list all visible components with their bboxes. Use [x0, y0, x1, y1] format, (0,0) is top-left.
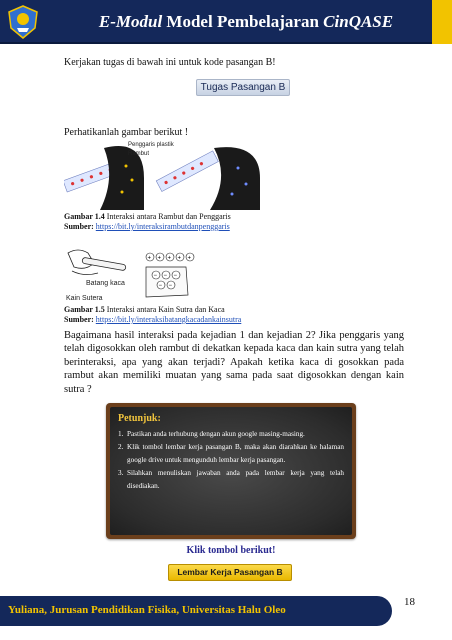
- question-paragraph: Bagaimana hasil interaksi pada kejadian 1 dan kejadian 2? Jika penggaris yang telah digosokkan oleh rambut di dekatkan kepada kaca dan kain sutra yang telah berinteraksi, apa yang akan terjadi? Apakah ketika kaca di gosokkan pada rambut akan memiliki muatan yang sama pada saat digosokkan dengan kain sutra ?: [64, 330, 404, 395]
- figure-silk-glass: [64, 247, 264, 303]
- instruction-number: 1.: [118, 430, 124, 438]
- label-rambut: Rambut: [128, 151, 150, 157]
- instruction-number: 3.: [118, 469, 124, 477]
- figure2-source-link[interactable]: https://bit.ly/interaksibatangkacadankainsutra: [95, 315, 242, 324]
- label-penggaris: Penggaris plastik: [128, 142, 174, 148]
- header-accent-stripe: [432, 0, 452, 44]
- instruction-number: 2.: [118, 443, 124, 451]
- instruction-text: Pastikan anda terhubung dengan akun google masing-masing.: [127, 430, 305, 438]
- worksheet-button[interactable]: Lembar Kerja Pasangan B: [168, 564, 292, 581]
- svg-text:−: −: [163, 273, 168, 279]
- title-middle: Model Pembelajaran: [162, 12, 324, 31]
- instruction-item: [118, 428, 344, 441]
- figure1-source-label: Sumber:: [64, 222, 94, 231]
- page-title: [60, 12, 432, 32]
- page-footer: [0, 596, 392, 626]
- instruction-board-surface: [110, 407, 352, 535]
- svg-text:+: +: [147, 255, 152, 262]
- figure-hair-ruler: [64, 138, 264, 210]
- instruction-text: Klik tombol lembar kerja pasangan B, maka akan diarahkan ke halaman google drive untuk mengunduh lembar kerja pasangan.: [127, 443, 344, 464]
- page-number: 18: [404, 596, 415, 608]
- figure2-caption-label: Gambar 1.5: [64, 305, 105, 314]
- title-cinqase: CinQASE: [323, 12, 394, 31]
- svg-text:+: +: [177, 255, 182, 262]
- instruction-item: [118, 467, 344, 493]
- title-emodul: E-Modul: [98, 12, 163, 31]
- instruction-title: Petunjuk:: [118, 413, 161, 424]
- label-batang-kaca: Batang kaca: [86, 280, 125, 287]
- figure1-caption: [64, 212, 364, 232]
- university-crest-icon: [6, 4, 40, 40]
- svg-text:+: +: [187, 255, 192, 262]
- svg-text:−: −: [158, 283, 163, 289]
- svg-text:+: +: [167, 255, 172, 262]
- figure1-source-link[interactable]: https://bit.ly/interaksirambutdanpenggaris: [95, 222, 230, 231]
- instruction-text: Silahkan menuliskan jawaban anda pada lembar kerja yang telah disediakan.: [127, 469, 344, 490]
- figure2-caption: [64, 305, 364, 325]
- svg-text:−: −: [153, 273, 158, 279]
- figure2-source-label: Sumber:: [64, 315, 94, 324]
- figure1-caption-text: Interaksi antara Rambut dan Penggaris: [104, 212, 231, 221]
- intro-text: Kerjakan tugas di bawah ini untuk kode pasangan B!: [64, 57, 276, 68]
- task-badge: Tugas Pasangan B: [196, 79, 290, 96]
- instruction-list: [118, 428, 344, 493]
- svg-text:+: +: [157, 255, 162, 262]
- label-kain-sutera: Kain Sutera: [66, 295, 103, 302]
- svg-text:−: −: [173, 273, 178, 279]
- figure1-caption-label: Gambar 1.4: [64, 212, 105, 221]
- footer-author: Yuliana, Jurusan Pendidikan Fisika, Universitas Halu Oleo: [8, 604, 286, 616]
- observe-text: Perhatikanlah gambar berikut !: [64, 127, 189, 138]
- page-header: [0, 0, 452, 44]
- click-prompt: Klik tombol berikut!: [186, 545, 276, 556]
- instruction-board: [106, 403, 356, 539]
- svg-text:−: −: [168, 283, 173, 289]
- instruction-item: [118, 441, 344, 467]
- figure2-caption-text: Interaksi antara Kain Sutra dan Kaca: [104, 305, 225, 314]
